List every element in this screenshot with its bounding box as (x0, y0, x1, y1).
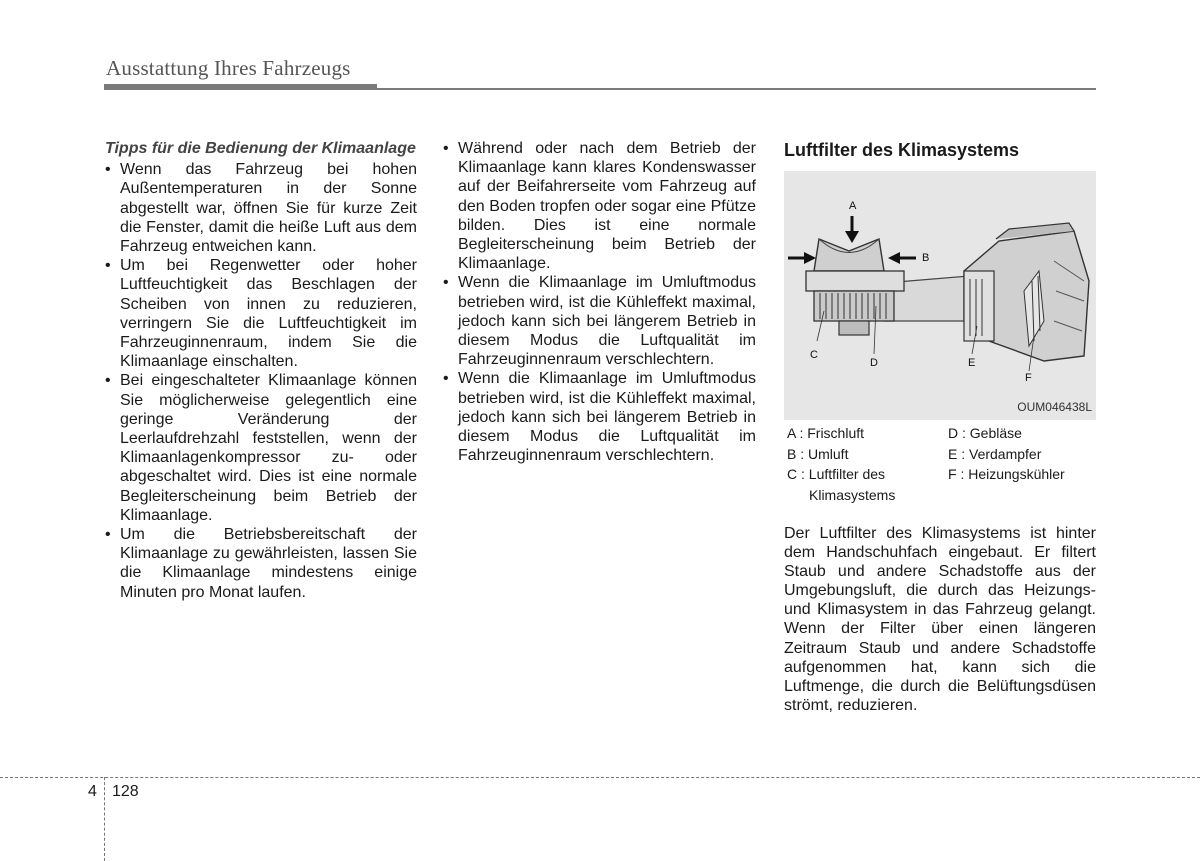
list-item: • Um die Betriebsbereitschaft der Klimaanlage zu gewährleisten, lassen Sie die Klimaanlage mindestens einige Minuten pro Monat laufen. (105, 525, 417, 602)
legend-right-column (948, 423, 1098, 485)
section-title: Luftfilter des Klimasystems (784, 140, 1020, 160)
column-2 (443, 139, 756, 465)
footer-divider (0, 777, 1200, 778)
label-e: E (968, 357, 976, 369)
header-rule-thick (104, 84, 377, 90)
legend-left-column (787, 423, 947, 505)
figure-code: OUM046438L (1017, 400, 1092, 414)
tips-list-continued (443, 139, 756, 465)
list-item: • Wenn die Klimaanlage im Umluftmodus betrieben wird, ist die Kühleffekt maximal, jedoch kann sich bei längerem Betrieb in diesem Modus die Luftqualität im Fahrzeuginnenraum verschlechtern. (443, 369, 756, 465)
diagram-illustration (784, 171, 1096, 420)
tips-list (105, 160, 417, 602)
list-item: • Wenn die Klimaanlage im Umluftmodus betrieben wird, ist die Kühleffekt maximal, jedoch kann sich bei längerem Betrieb in diesem Modus die Luftqualität im Fahrzeuginnenraum verschlechtern. (443, 273, 756, 369)
section-number: 4 (88, 783, 97, 800)
label-a: A (849, 200, 857, 212)
legend-item: C : Luftfilter des (787, 466, 886, 482)
legend-item: B : Umluft (787, 445, 849, 462)
list-item: • Bei eingeschalteter Klimaanlage können Sie möglicherweise gelegentlich eine geringe Veränderung der Leerlaufdrehzahl feststellen, wenn der Klimaanlagenkompressor zu- oder abgeschaltet wird. Dies ist eine normale Begleiterscheinung beim Betrieb der Klimaanlage. (105, 371, 417, 525)
tips-subheading: Tipps für die Bedienung der Klimaanlage (105, 140, 416, 157)
legend-item: F : Heizungskühler (948, 466, 1065, 482)
label-d: D (870, 357, 878, 369)
legend-item: A : Frischluft (787, 425, 865, 441)
column-3 (784, 139, 1096, 161)
legend-item: D : Gebläse (948, 425, 1022, 441)
body-paragraph: Der Luftfilter des Klimasystems ist hinter dem Handschuhfach eingebaut. Er filtert Staub und andere Schadstoffe aus der Umgebungsluft, die durch das Heizungs- und Klimasystem in das Fahrzeug gelangt. Wenn der Filter über einen längeren Zeitraum Staub und andere Schadstoffe aufgenommen hat, kann sich die Luftmenge, die durch die Belüftungsdüsen strömt, reduzieren. (784, 525, 1096, 714)
air-filter-diagram (784, 171, 1096, 420)
header-title: Ausstattung Ihres Fahrzeugs (106, 56, 351, 80)
list-item: • Um bei Regenwetter oder hoher Luftfeuchtigkeit das Beschlagen der Scheiben von innen zu reduzieren, verringern Sie die Luftfeuchtigkeit im Fahrzeuginnenraum, indem Sie die Klimaanlage einschalten. (105, 256, 417, 371)
label-f: F (1025, 372, 1032, 384)
legend-item: Klimasystems (809, 486, 896, 503)
page-number: 128 (112, 783, 139, 800)
label-c: C (810, 349, 818, 361)
footer-vertical-divider (104, 777, 105, 861)
label-b: B (922, 252, 930, 264)
legend-item: E : Verdampfer (948, 445, 1042, 462)
list-item: • Wenn das Fahrzeug bei hohen Außentemperaturen in der Sonne abgestellt war, öffnen Sie für kurze Zeit die Fenster, damit die heiße Luft aus dem Fahrzeug entweichen kann. (105, 160, 417, 256)
header-rule-thin (377, 88, 1096, 90)
list-item: • Während oder nach dem Betrieb der Klimaanlage kann klares Kondenswasser auf der Beifahrerseite vom Fahrzeug auf den Boden tropfen oder sogar eine Pfütze bilden. Dies ist eine normale Begleiterscheinung beim Betrieb der Klimaanlage. (443, 139, 756, 273)
column-1 (105, 139, 417, 602)
